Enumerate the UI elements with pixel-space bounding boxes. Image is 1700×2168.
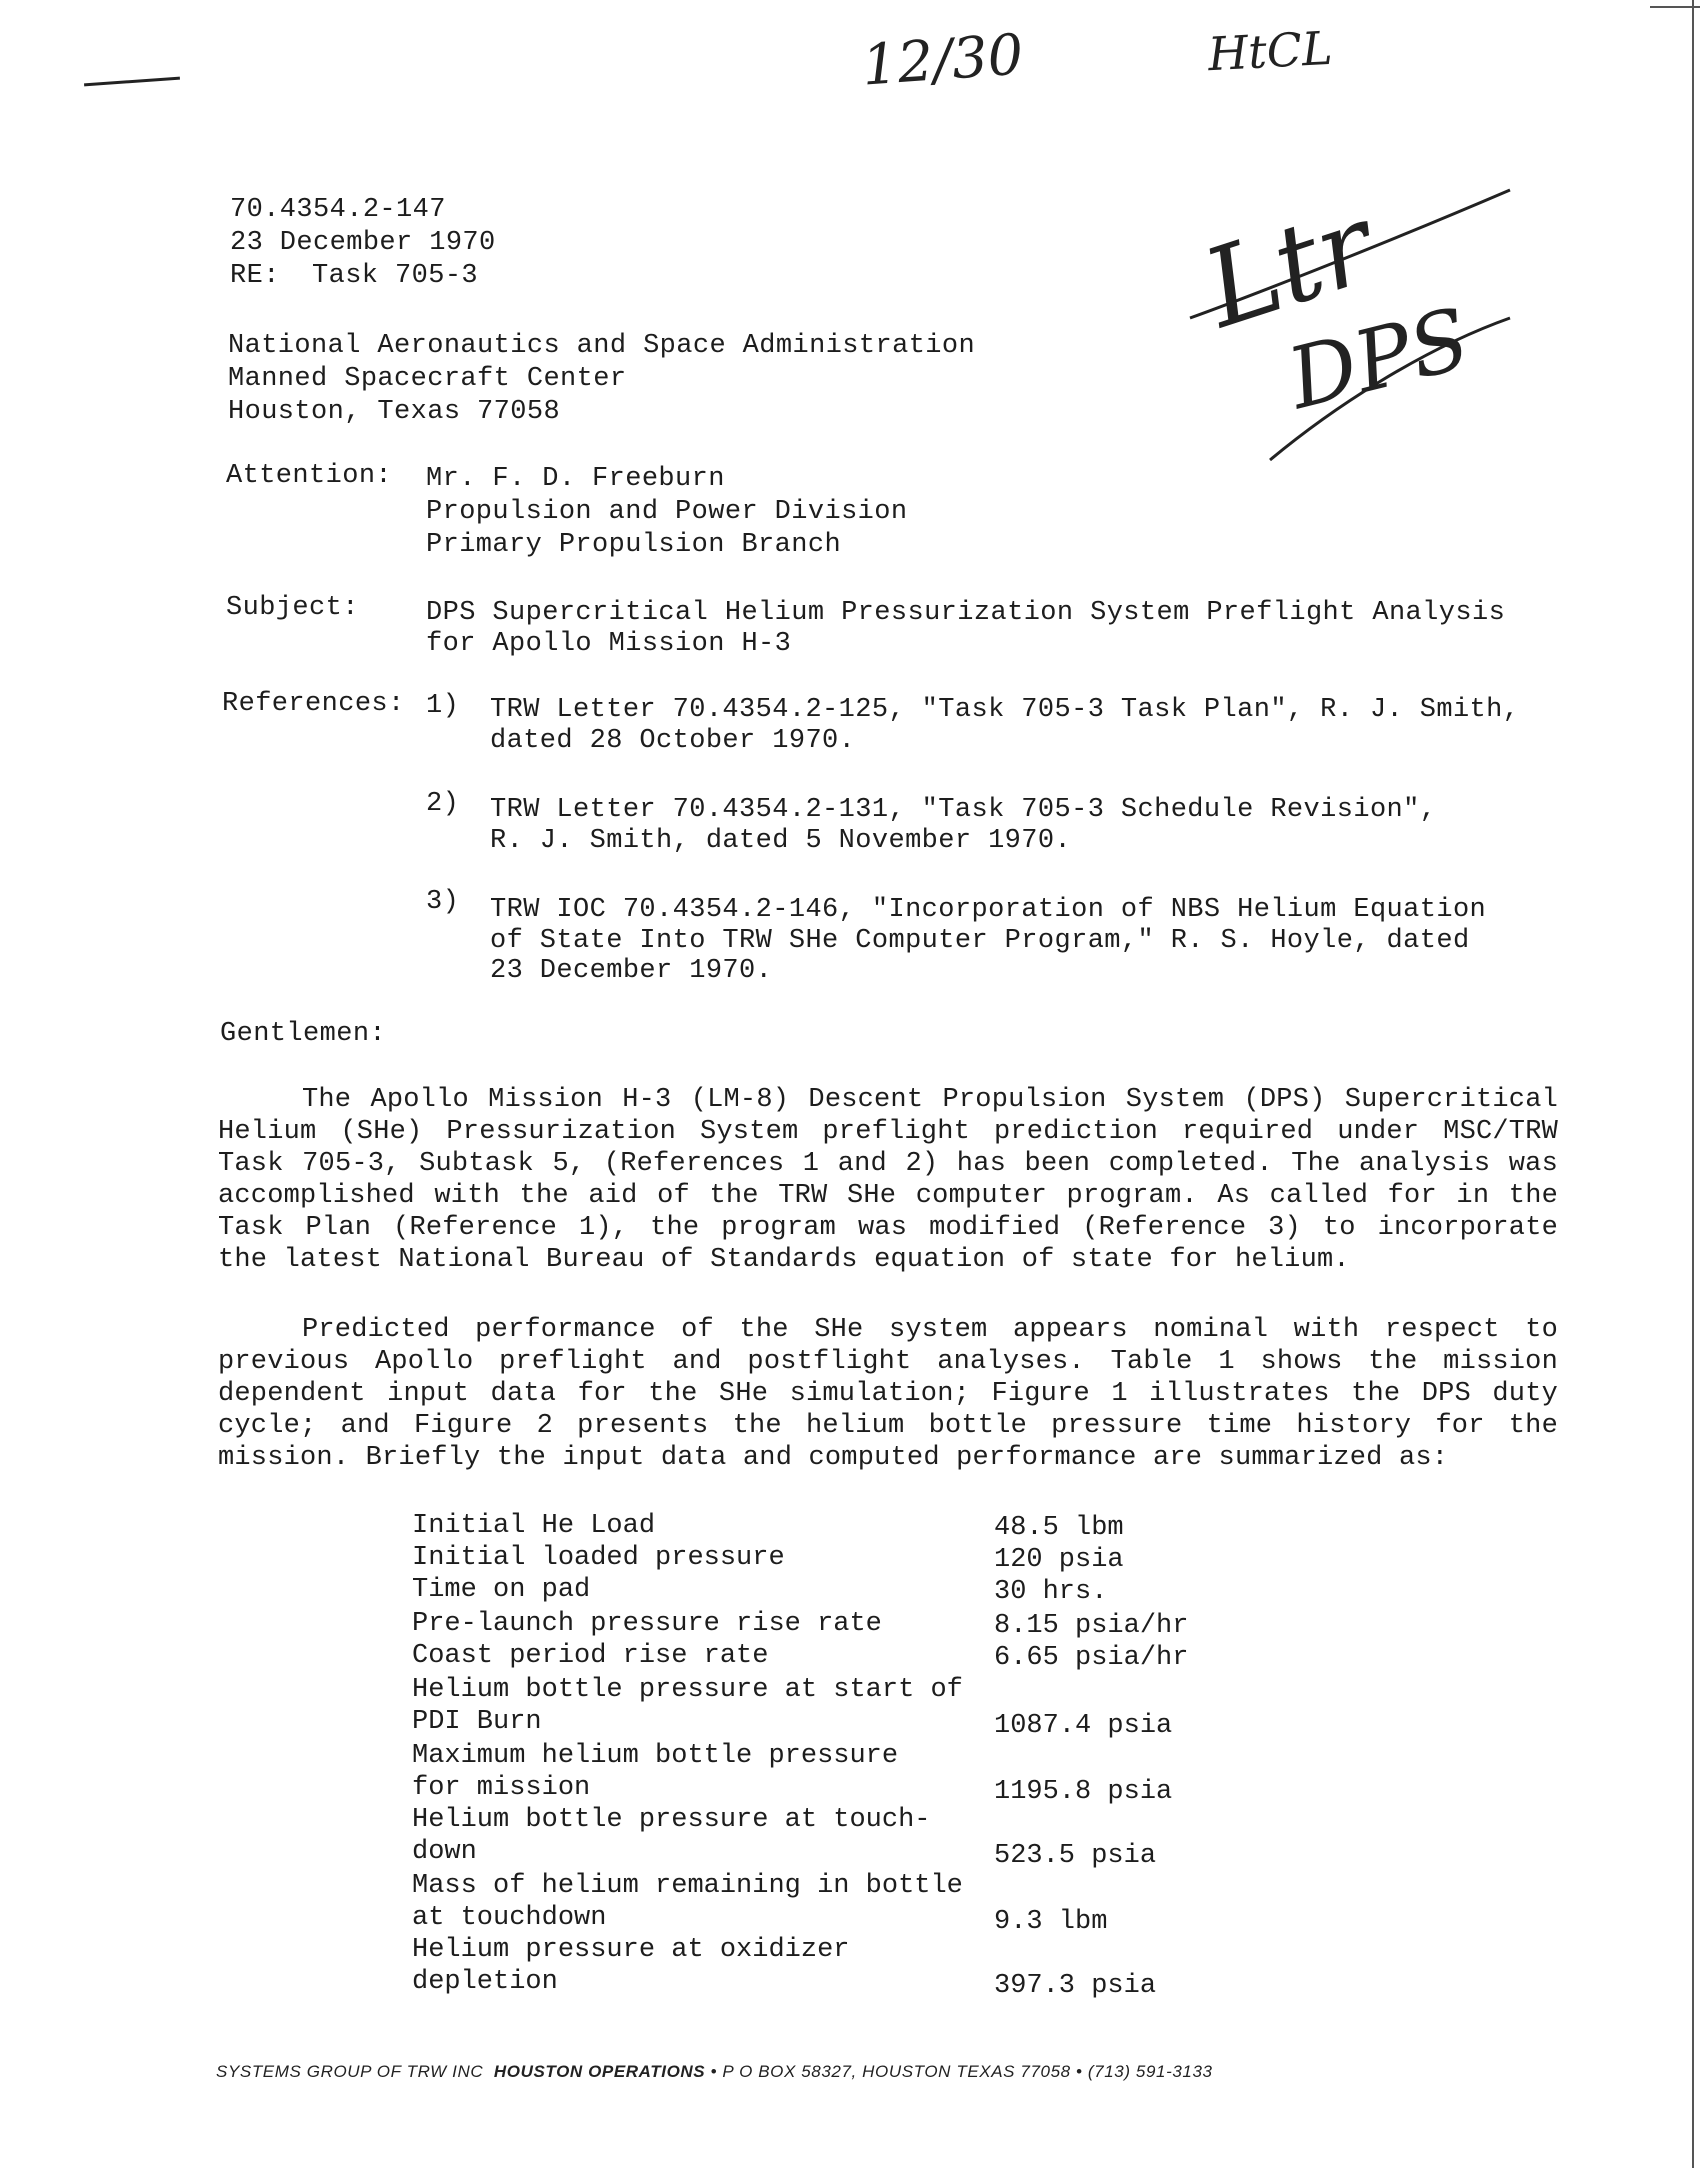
document-number: 70.4354.2-147 [230,195,446,225]
scan-edge-top [1650,6,1700,8]
reference-3-line-3: 23 December 1970. [490,956,773,986]
footer-company: SYSTEMS GROUP OF TRW INC [216,2062,484,2081]
reference-3-line-1: TRW IOC 70.4354.2-146, "Incorporation of NBS Helium Equation [490,895,1487,925]
summary-value: 48.5 lbm [994,1513,1124,1543]
subject-label: Subject: [226,593,359,623]
reference-3-number: 3) [426,887,460,917]
summary-label: Maximum helium bottle pressure for mission [412,1741,899,1803]
summary-label: Helium bottle pressure at start of PDI Burn [412,1675,963,1737]
reference-2-line-1: TRW Letter 70.4354.2-131, "Task 705-3 Schedule Revision", [490,795,1437,825]
summary-label: Helium bottle pressure at touch- down [412,1805,931,1867]
body-paragraph-2 [218,1314,1558,1474]
re-label: RE: [230,261,280,291]
summary-label: Initial loaded pressure [412,1543,785,1573]
subject-line-1: DPS Supercritical Helium Pressurization System Preflight Analysis [426,598,1506,628]
body-paragraph-1-text: The Apollo Mission H-3 (LM-8) Descent Propulsion System (DPS) Supercritical Helium (SHe) Pressurization System preflight prediction required under MSC/TRW Task 705-3, Subtask 5, (References 1 and 2) has been completed. The analysis was accomplished with the aid of the TRW SHe computer program. As called for in the Task Plan (Reference 1), the program was modified (Reference 3) to incorporate the latest National Bureau of Standards equation of state for helium. [218,1085,1558,1275]
summary-label: Mass of helium remaining in bottle at touchdown [412,1871,963,1933]
summary-label: Time on pad [412,1575,591,1605]
subject-line-2: for Apollo Mission H-3 [426,629,792,659]
salutation: Gentlemen: [220,1019,387,1049]
letterhead-footer [216,2062,1213,2082]
summary-value: 8.15 psia/hr [994,1611,1189,1641]
attention-line-1: Mr. F. D. Freeburn [426,464,725,494]
references-label: References: [222,689,405,719]
reference-2-line-2: R. J. Smith, dated 5 November 1970. [490,826,1072,856]
summary-value: 30 hrs. [994,1577,1108,1607]
reference-1-number: 1) [426,691,460,721]
summary-label: Helium pressure at oxidizer depletion [412,1935,850,1997]
reference-3-line-2: of State Into TRW SHe Computer Program," R. S. Hoyle, dated [490,926,1470,956]
reference-2-number: 2) [426,789,460,819]
routing-note-graphic [1180,150,1520,470]
attention-line-3: Primary Propulsion Branch [426,530,842,560]
document-date: 23 December 1970 [230,228,496,258]
summary-label: Initial He Load [412,1511,656,1541]
addressee-line-2: Manned Spacecraft Center [228,364,627,394]
summary-value: 6.65 psia/hr [994,1643,1189,1673]
addressee-line-3: Houston, Texas 77058 [228,397,561,427]
re-value: Task 705-3 [312,261,479,291]
routing-note-ltr: Ltr [1190,182,1388,353]
scan-edge-right [1692,0,1694,2168]
attention-label: Attention: [226,461,393,491]
handwritten-initials: HtCL [1206,20,1334,82]
routing-note-dps: DPS [1278,289,1479,429]
summary-value: 120 psia [994,1545,1124,1575]
reference-1-line-2: dated 28 October 1970. [490,726,856,756]
body-paragraph-1 [218,1084,1558,1276]
scan-mark-left [84,77,180,87]
attention-line-2: Propulsion and Power Division [426,497,908,527]
summary-label: Pre-launch pressure rise rate [412,1609,882,1639]
handwritten-date: 12/30 [859,22,1026,99]
letter-page: 12/30 HtCL Ltr DPS 70.4354.2-147 23 December 1970 RE: Task 705-3 National Aeronautics and Space Administration Manned Spacecraft Center Houston, Texas 77058 Attention: Mr. F. D. Freeburn Propulsion and Power Division Primary Propulsion Branch Subject: DPS Supercritical Helium Pressurization System Preflight Analysis for Apollo Mission H-3 References: 1) TRW Letter 70.4354.2-125, "Task 705-3 Task Plan", R. J. Smith, dated 28 October 1970. 2) TRW Letter 70.4354.2-131, "Task 705-3 Schedule Revision", R. J. Smith, dated 5 November 1970. 3) TRW IOC 70.4354.2-146, "Incorporation of NBS Helium Equation of State Into TRW SHe Computer Program," R. S. Hoyle, dated 23 December 1970. Gentlemen: The Apollo Mission H-3 (LM-8) Descent Propulsion System (DPS) Supercritical Helium (SHe) Pressurization System preflight prediction required under MSC/TRW Task 705-3, Subtask 5, (References 1 and 2) has been completed. The analysis was accomplished with the aid of the TRW SHe computer program. As called for in the Task Plan (Reference 1), the program was modified (Reference 3) to incorporate the latest National Bureau of Standards equation of state for helium. Predicted performance of the SHe system appears nominal with respect to previous Apollo preflight and postflight analyses. Table 1 shows the mission dependent input data for the SHe simulation; Figure 1 illustrates the DPS duty cycle; and Figure 2 presents the helium bottle pressure time history for the mission. Briefly the input data and computed performance are summarized as: Initial He Load 48.5 lbm Initial loaded pressure 120 psia Time on pad 30 hrs. Pre-launch pressure rise rate 8.15 psia/hr Coast period rise rate 6.65 psia/hr Helium bottle pressure at start of PDI Burn 1087.4 psia Maximum helium bottle pressure for mission 1195.8 psia Helium bottle pressure at touch- down 523.5 psia Mass of helium remaining in bottle at touchdown 9.3 lbm Helium pressure at oxidizer depletion 397.3 psia SYSTEMS GROUP OF TRW INC HOUSTON OPERATIONS • P O BOX 58327, HOUSTON TEXAS 77058 • (713) 591-3133 [0,0,1700,2168]
footer-address: • P O BOX 58327, HOUSTON TEXAS 77058 • (713) 591-3133 [710,2062,1213,2081]
body-paragraph-2-text: Predicted performance of the SHe system appears nominal with respect to previous Apollo preflight and postflight analyses. Table 1 shows the mission dependent input data for the SHe simulation; Figure 1 illustrates the DPS duty cycle; and Figure 2 presents the helium bottle pressure time history for the mission. Briefly the input data and computed performance are summarized as: [218,1315,1558,1473]
footer-division: HOUSTON OPERATIONS [493,2062,706,2081]
reference-1-line-1: TRW Letter 70.4354.2-125, "Task 705-3 Task Plan", R. J. Smith, [490,695,1520,725]
summary-label: Coast period rise rate [412,1641,769,1671]
addressee-line-1: National Aeronautics and Space Administration [228,331,976,361]
